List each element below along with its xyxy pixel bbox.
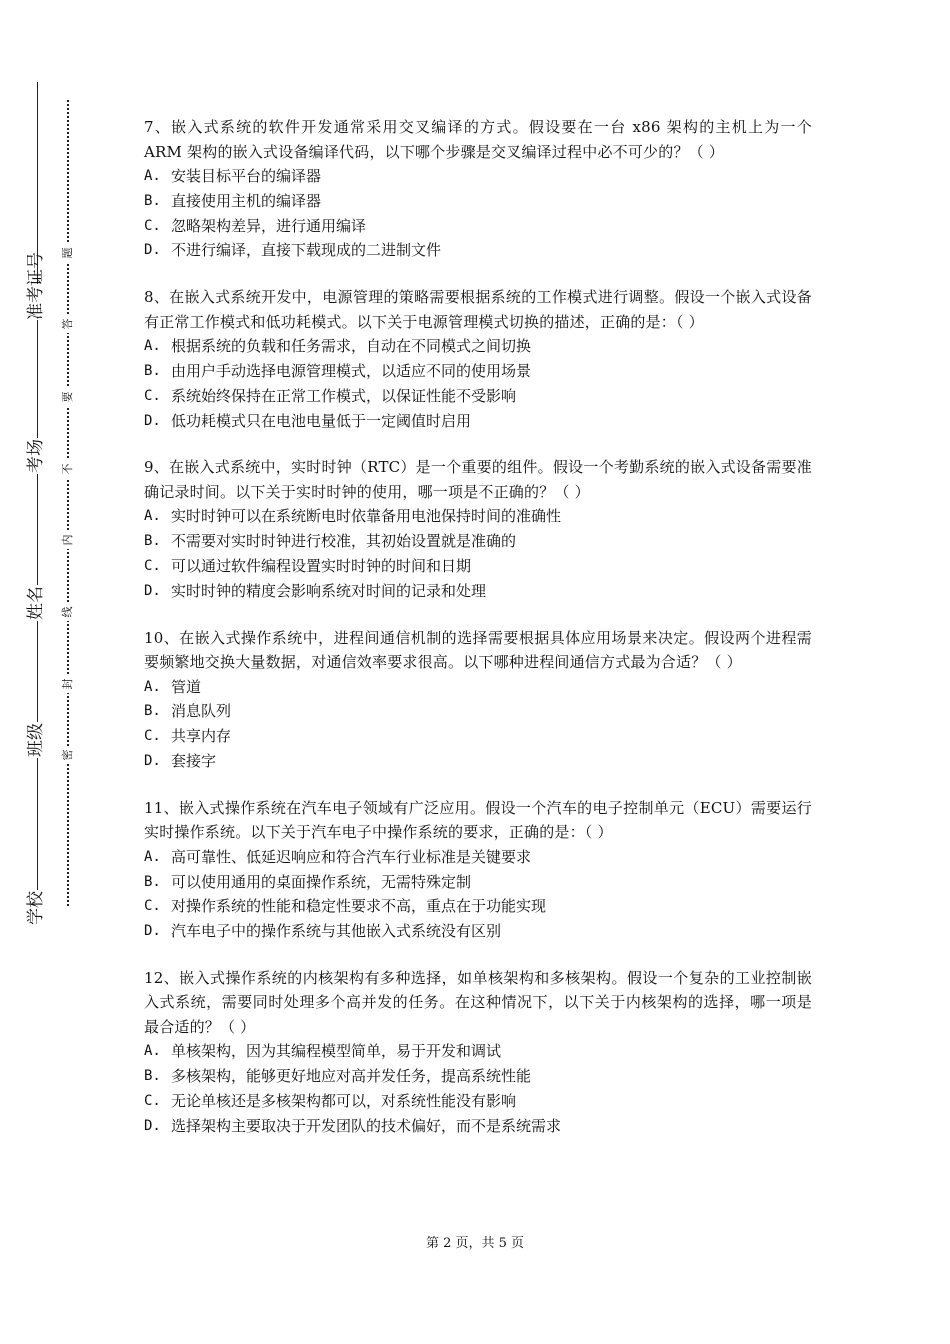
- seal-char: 要: [61, 388, 75, 406]
- option-text: 管道: [171, 677, 202, 696]
- question-stem: 11、嵌入式操作系统在汽车电子领域有广泛应用。假设一个汽车的电子控制单元（ECU）需要运行实时操作系统。以下关于汽车电子中操作系统的要求，正确的是：（ ）: [144, 798, 812, 842]
- option-text: 由用户手动选择电源管理模式，以适应不同的使用场景: [171, 361, 532, 380]
- option-d: [144, 1114, 812, 1139]
- option-list: [144, 504, 812, 603]
- question-12: [144, 966, 812, 1139]
- binding-solid-line: [37, 82, 38, 914]
- option-a: [144, 1039, 812, 1064]
- option-letter: A.: [144, 1043, 161, 1060]
- option-letter: D.: [144, 582, 161, 599]
- option-text: 不进行编译，直接下载现成的二进制文件: [171, 241, 442, 260]
- question-stem: 12、嵌入式操作系统的内核架构有多种选择，如单核架构和多核架构。假设一个复杂的工业控制嵌入式系统，需要同时处理多个高并发的任务。在这种情况下，以下关于内核架构的选择，哪一项是最合适的？（ ）: [144, 968, 812, 1036]
- option-text: 可以使用通用的桌面操作系统，无需特殊定制: [171, 872, 472, 891]
- option-a: [144, 675, 812, 700]
- option-letter: A.: [144, 508, 161, 525]
- name-label: 姓名: [18, 585, 54, 621]
- option-c: [144, 724, 812, 749]
- school-label: 学校: [18, 890, 54, 926]
- seal-dotted-line: [67, 100, 69, 906]
- option-d: [144, 238, 812, 263]
- option-text: 多核架构，能够更好地应对高并发任务，提高系统性能: [171, 1067, 532, 1086]
- option-letter: B.: [144, 192, 161, 209]
- question-stem: 7、嵌入式系统的软件开发通常采用交叉编译的方式。假设要在一台 x86 架构的主机上为一个 ARM 架构的嵌入式设备编译代码，以下哪个步骤是交叉编译过程中必不可少的？（ ）: [144, 118, 812, 161]
- option-letter: C.: [144, 728, 161, 745]
- option-text: 选择架构主要取决于开发团队的技术偏好，而不是系统需求: [171, 1116, 562, 1135]
- seal-char: 题: [61, 244, 75, 262]
- option-letter: A.: [144, 848, 161, 865]
- option-letter: D.: [144, 1117, 161, 1134]
- question-8: [144, 285, 812, 433]
- option-d: [144, 919, 812, 944]
- class-label: 班级: [18, 722, 54, 758]
- option-b: [144, 699, 812, 724]
- option-d: [144, 409, 812, 434]
- question-list: [144, 115, 812, 1161]
- option-text: 忽略架构差异，进行通用编译: [171, 216, 367, 235]
- option-letter: D.: [144, 923, 161, 940]
- question-stem: 8、在嵌入式系统开发中，电源管理的策略需要根据系统的工作模式进行调整。假设一个嵌入式设备有正常工作模式和低功耗模式。以下关于电源管理模式切换的描述，正确的是：（ ）: [144, 288, 812, 331]
- option-a: [144, 334, 812, 359]
- option-list: [144, 675, 812, 774]
- seal-char: 密: [61, 746, 75, 764]
- option-letter: C.: [144, 1093, 161, 1110]
- option-letter: D.: [144, 242, 161, 259]
- option-b: [144, 870, 812, 895]
- seal-char: 不: [61, 460, 75, 478]
- option-a: [144, 504, 812, 529]
- option-a: [144, 845, 812, 870]
- option-letter: A.: [144, 168, 161, 184]
- seal-char: 封: [61, 675, 75, 693]
- option-c: [144, 214, 812, 239]
- option-list: [144, 845, 812, 944]
- option-letter: B.: [144, 873, 161, 890]
- option-text: 直接使用主机的编译器: [171, 191, 322, 210]
- option-text: 低功耗模式只在电池电量低于一定阈值时启用: [171, 411, 472, 430]
- exam-room-label: 考场: [18, 438, 54, 474]
- question-10: [144, 626, 812, 774]
- option-text: 不需要对实时时钟进行校准，其初始设置就是准确的: [171, 532, 517, 551]
- seal-char: 答: [61, 315, 75, 333]
- option-letter: B.: [144, 533, 161, 550]
- option-list: [144, 1039, 812, 1138]
- option-text: 系统始终保持在正常工作模式，以保证性能不受影响: [171, 386, 517, 405]
- option-letter: C.: [144, 557, 161, 574]
- exam-id-label: 准考证号: [18, 284, 54, 320]
- option-text: 实时时钟的精度会影响系统对时间的记录和处理: [171, 581, 487, 600]
- option-d: [144, 579, 812, 604]
- option-b: [144, 529, 812, 554]
- option-text: 单核架构，因为其编程模型简单，易于开发和调试: [171, 1042, 502, 1061]
- option-list: [144, 164, 812, 263]
- option-b: [144, 189, 812, 214]
- option-text: 消息队列: [171, 702, 232, 721]
- binding-strip: [0, 0, 90, 1344]
- page-number: 第 2 页，共 5 页: [425, 1236, 525, 1251]
- option-d: [144, 749, 812, 774]
- option-letter: A.: [144, 678, 161, 695]
- option-letter: B.: [144, 703, 161, 720]
- seal-char: 内: [61, 531, 75, 549]
- option-text: 实时时钟可以在系统断电时依靠备用电池保持时间的准确性: [171, 507, 562, 526]
- question-stem: 9、在嵌入式系统中，实时时钟（RTC）是一个重要的组件。假设一个考勤系统的嵌入式设备需要准确记录时间。以下关于实时时钟的使用，哪一项是不正确的？（ ）: [144, 458, 812, 501]
- question-7: [144, 115, 812, 263]
- option-a: [144, 164, 812, 189]
- option-letter: B.: [144, 362, 161, 379]
- option-c: [144, 894, 812, 919]
- option-text: 根据系统的负载和任务需求，自动在不同模式之间切换: [171, 337, 532, 356]
- option-c: [144, 554, 812, 579]
- option-text: 共享内存: [171, 727, 232, 746]
- option-c: [144, 384, 812, 409]
- option-b: [144, 359, 812, 384]
- option-letter: A.: [144, 338, 161, 355]
- option-list: [144, 334, 812, 433]
- option-text: 无论单核还是多核架构都可以，对系统性能没有影响: [171, 1092, 517, 1111]
- question-stem: 10、在嵌入式操作系统中，进程间通信机制的选择需要根据具体应用场景来决定。假设两个进程需要频繁地交换大量数据，对通信效率要求很高。以下哪种进程间通信方式最为合适？（ ）: [144, 628, 812, 672]
- option-text: 套接字: [171, 751, 217, 770]
- option-letter: C.: [144, 898, 161, 915]
- question-11: [144, 796, 812, 944]
- option-letter: C.: [144, 217, 161, 234]
- option-letter: C.: [144, 387, 161, 404]
- option-letter: D.: [144, 412, 161, 429]
- option-text: 安装目标平台的编译器: [171, 167, 322, 185]
- option-text: 汽车电子中的操作系统与其他嵌入式系统没有区别: [171, 922, 502, 941]
- option-c: [144, 1089, 812, 1114]
- option-text: 可以通过软件编程设置实时时钟的时间和日期: [171, 556, 472, 575]
- option-text: 对操作系统的性能和稳定性要求不高，重点在于功能实现: [171, 897, 547, 916]
- question-9: [144, 455, 812, 603]
- option-letter: B.: [144, 1068, 161, 1085]
- option-b: [144, 1064, 812, 1089]
- option-letter: D.: [144, 752, 161, 769]
- seal-char: 线: [61, 603, 75, 621]
- option-text: 高可靠性、低延迟响应和符合汽车行业标准是关键要求: [171, 847, 532, 866]
